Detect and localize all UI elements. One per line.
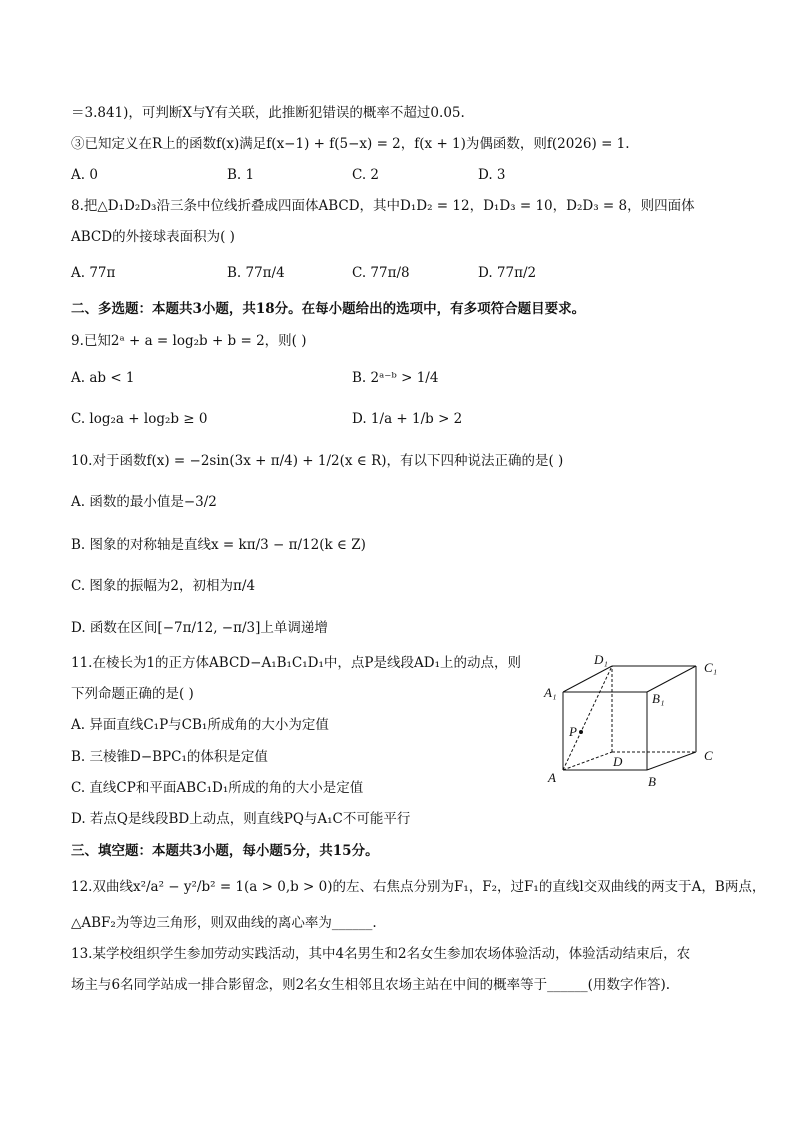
q8-option-b: B. 77π/4: [227, 265, 285, 281]
label-p: P: [569, 724, 577, 739]
line-q7-stmt3: ③已知定义在R上的函数f(x)满足f(x−1) + f(5−x) = 2，f(x + 1)为偶函数，则f(2026) = 1.: [71, 136, 630, 152]
q12-text: 12.双曲线x²/a² − y²/b² = 1(a > 0,b > 0)的左、右焦点分别为F₁，F₂，过F₁的直线l交双曲线的两支于A，B两点，: [71, 879, 766, 895]
q11-option-c: C. 直线CP和平面ABC₁D₁所成的角的大小是定值: [71, 780, 364, 796]
label-d: D: [613, 754, 623, 769]
label-a1: A₁: [544, 685, 557, 700]
q8-option-d: D. 77π/2: [478, 265, 537, 281]
q10-option-a: A. 函数的最小值是−3/2: [71, 494, 217, 510]
q11-text-cont: 下列命题正确的是( ): [71, 686, 194, 702]
label-d1: D₁: [594, 652, 608, 667]
section-2-header: 二、多选题：本题共3小题，共18分。在每小题给出的选项中，有多项符合题目要求。: [71, 301, 586, 317]
q8-text: 8.把△D₁D₂D₃沿三条中位线折叠成四面体ABCD，其中D₁D₂ = 12，D₁D₃ = 10，D₂D₃ = 8，则四面体: [71, 198, 695, 214]
q8-option-a: A. 77π: [71, 265, 116, 281]
label-c: C: [704, 748, 713, 763]
q9-option-d: D. 1/a + 1/b > 2: [352, 411, 463, 427]
q9-text: 9.已知2ᵃ + a = log₂b + b = 2，则( ): [71, 333, 307, 349]
label-b1: B₁: [652, 691, 665, 706]
q12-text-cont: △ABF₂为等边三角形，则双曲线的离心率为______.: [71, 915, 377, 931]
q11-option-b: B. 三棱锥D−BPC₁的体积是定值: [71, 749, 268, 765]
q7-option-a: A. 0: [71, 167, 98, 183]
q10-option-d: D. 函数在区间[−7π/12, −π/3]上单调递增: [71, 620, 328, 636]
q8-option-c: C. 77π/8: [352, 265, 410, 281]
q9-option-b: B. 2ᵃ⁻ᵇ > 1/4: [352, 370, 439, 386]
q7-option-d: D. 3: [478, 167, 506, 183]
section-3-header: 三、填空题：本题共3小题，每小题5分，共15分。: [71, 843, 379, 859]
label-c1: C₁: [704, 660, 718, 675]
q13-text-cont: 场主与6名同学站成一排合影留念，则2名女生相邻且农场主站在中间的概率等于______(用数字作答).: [71, 977, 671, 993]
q13-text: 13.某学校组织学生参加劳动实践活动，其中4名男生和2名女生参加农场体验活动，体验活动结束后，农: [71, 946, 691, 962]
label-a: A: [548, 770, 556, 785]
q9-option-a: A. ab < 1: [71, 370, 135, 386]
cube-figure: [540, 650, 730, 790]
line-q6-end: ＝3.841)，可判断X与Y有关联，此推断犯错误的概率不超过0.05.: [71, 105, 465, 121]
label-b: B: [648, 774, 656, 789]
q11-option-a: A. 异面直线C₁P与CB₁所成角的大小为定值: [71, 717, 329, 733]
q7-option-b: B. 1: [227, 167, 255, 183]
q8-text-cont: ABCD的外接球表面积为( ): [71, 229, 235, 245]
q7-option-c: C. 2: [352, 167, 380, 183]
q10-text: 10.对于函数f(x) = −2sin(3x + π/4) + 1/2(x ∈ R)，有以下四种说法正确的是( ): [71, 453, 564, 469]
point-p: [579, 730, 583, 734]
q10-option-c: C. 图象的振幅为2，初相为π/4: [71, 578, 256, 594]
q11-text: 11.在棱长为1的正方体ABCD−A₁B₁C₁D₁中，点P是线段AD₁上的动点，则: [71, 655, 521, 671]
q9-option-c: C. log₂a + log₂b ≥ 0: [71, 411, 208, 427]
q11-option-d: D. 若点Q是线段BD上动点，则直线PQ与A₁C不可能平行: [71, 811, 411, 827]
q10-option-b: B. 图象的对称轴是直线x = kπ/3 − π/12(k ∈ Z): [71, 537, 366, 553]
